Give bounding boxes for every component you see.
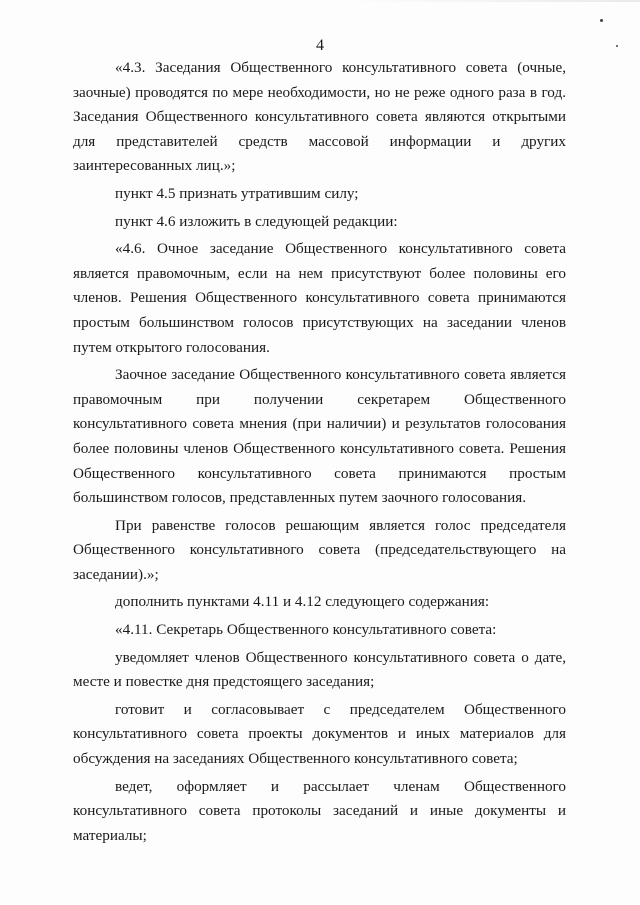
text-line: месте и повестке дня предстоящего заседания;: [73, 673, 375, 691]
text-line: Заочное заседание Общественного консультативного совета является: [115, 366, 566, 384]
text-line: ведет, оформляет и рассылает членам Общественного: [115, 777, 566, 795]
text-line: дополнить пунктами 4.11 и 4.12 следующего содержания:: [115, 593, 490, 611]
text-line: готовит и согласовывает с председателем Общественного: [115, 700, 566, 718]
text-line: Общественного консультативного совета (председательствующего на: [73, 541, 566, 559]
text-line: простым большинством голосов присутствующих на заседании членов: [73, 313, 566, 331]
text-line: для представителей средств массовой информации и других: [73, 132, 566, 150]
text-line: более половины членов Общественного консультативного совета. Решения: [73, 439, 566, 457]
text-line: заседании).»;: [73, 565, 159, 583]
paragraph-notifies: [73, 646, 566, 695]
text-line: является правомочным, если на нем присутствуют более половины его: [73, 264, 566, 282]
text-line: При равенстве голосов решающим является голос председателя: [115, 516, 566, 534]
text-line: большинством голосов, представленных путем заочного голосования.: [73, 489, 526, 507]
page-number: 4: [316, 37, 324, 54]
text-line: материалы;: [73, 826, 147, 844]
paragraph-4-5: [73, 182, 566, 207]
text-line: «4.3. Заседания Общественного консультативного совета (очные,: [115, 59, 566, 76]
text-line: уведомляет членов Общественного консультативного совета о дате,: [115, 648, 566, 666]
text-line: заинтересованных лиц.»;: [73, 157, 236, 175]
text-line: консультативного совета мнения (при наличии) и результатов голосования: [73, 415, 566, 433]
text-line: консультативного совета проекты документов и иных материалов для: [73, 725, 566, 743]
scan-edge-shadow: [340, 0, 640, 2]
text-line: путем открытого голосования.: [73, 338, 270, 356]
paragraph-tie-vote: [73, 514, 566, 588]
paragraph-absentee-meeting: [73, 363, 566, 511]
text-line: пункт 4.5 признать утратившим силу;: [115, 184, 359, 202]
document-body: [73, 56, 566, 848]
paragraph-prepares: [73, 698, 566, 772]
paragraph-4-6: [73, 237, 566, 360]
paragraph-4-3: [73, 56, 566, 179]
paragraph-add-points: [73, 590, 566, 615]
text-line: членов. Решения Общественного консультативного совета принимаются: [73, 289, 566, 307]
text-line: пункт 4.6 изложить в следующей редакции:: [115, 212, 398, 230]
paragraph-minutes: [73, 775, 566, 849]
text-line: Общественного консультативного совета принимаются простым: [73, 464, 566, 482]
text-line: обсуждения на заседаниях Общественного консультативного совета;: [73, 750, 518, 768]
paragraph-4-11: [73, 618, 566, 643]
text-line: «4.6. Очное заседание Общественного консультативного совета: [115, 240, 566, 258]
text-line: консультативного совета протоколы заседаний и иные документы и: [73, 802, 566, 820]
scan-speck: [600, 19, 603, 22]
paragraph-4-6-intro: [73, 210, 566, 235]
text-line: правомочным при получении секретарем Общественного: [73, 390, 566, 408]
text-line: Заседания Общественного консультативного совета являются открытыми: [73, 108, 566, 126]
text-line: «4.11. Секретарь Общественного консультативного совета:: [115, 621, 497, 639]
text-line: заочные) проводятся по мере необходимости, но не реже одного раза в год.: [73, 83, 566, 101]
